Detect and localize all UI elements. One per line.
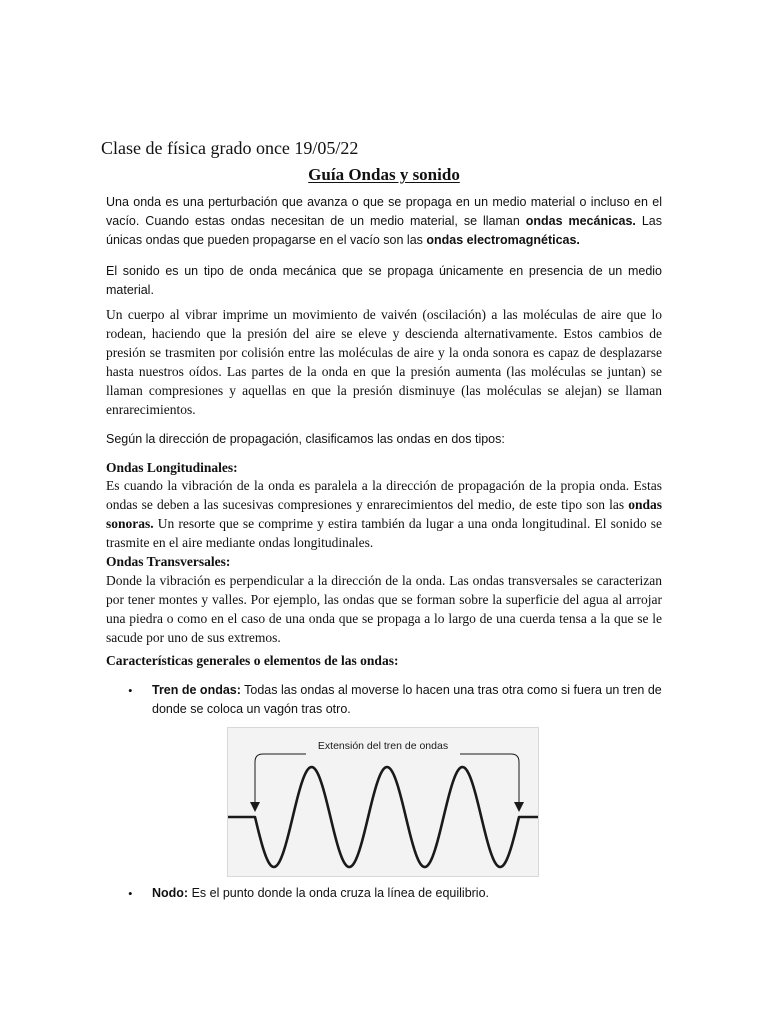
paragraph-vibration: Un cuerpo al vibrar imprime un movimiento de vaivén (oscilación) a las moléculas de aire que lo rodean, haciendo que la presión del aire se eleve y descienda alternativamente. Estos cambios de presión se trasmiten por colisión entre las moléculas de aire y la onda sonora es capaz de desplazarse hasta nuestros oídos. Las partes de la onda en que la presión aumenta (las moléculas se juntan) se llaman compresiones y aquellas en que la presión disminuye (las moléculas se alejan) se llaman enrarecimientos. xyxy=(106,307,662,417)
wave-line xyxy=(228,767,538,867)
bullet-nodo: • xyxy=(128,886,133,901)
intro-bold-electromagneticas: ondas electromagnéticas. xyxy=(426,233,580,247)
longitudinales-text-a: Es cuando la vibración de la onda es paralela a la dirección de propagación de la propia onda. Estas ondas se deben a las sucesivas compresiones y enrarecimientos del medio, de este tipo son las xyxy=(106,478,662,512)
heading-caracteristicas: Características generales o elementos de las ondas: xyxy=(106,653,399,668)
heading-longitudinales: Ondas Longitudinales: xyxy=(106,460,238,475)
paragraph-longitudinales xyxy=(106,476,662,552)
longitudinales-text-c: Un resorte que se comprime y estira también da lugar a una onda longitudinal. El sonido se trasmite en el aire mediante ondas longitudinales. xyxy=(106,516,662,550)
wave-train-diagram xyxy=(228,728,538,876)
paragraph-classification: Según la dirección de propagación, clasificamos las ondas en dos tipos: xyxy=(106,432,505,446)
paragraph-intro xyxy=(106,193,662,250)
term-nodo: Nodo: xyxy=(152,886,189,900)
longitudinales-bold-sonoras: ondas sonoras. xyxy=(106,497,662,531)
intro-bold-mecanicas: ondas mecánicas. xyxy=(525,214,636,228)
intro-text-c: Las únicas ondas que pueden propagarse en el vacío son las xyxy=(106,214,662,247)
term-tren-de-ondas: Tren de ondas: xyxy=(152,683,241,697)
wave-train-label: Extensión del tren de ondas xyxy=(317,740,449,752)
page-title-text: Guía Ondas y sonido xyxy=(308,165,460,184)
bullet-tren: • xyxy=(128,683,133,698)
class-date-line: Clase de física grado once 19/05/22 xyxy=(101,138,359,158)
list-item-tren-de-ondas xyxy=(152,681,662,719)
paragraph-sound: El sonido es un tipo de onda mecánica que se propaga únicamente en presencia de un medio material. xyxy=(106,264,662,297)
arrow-right-icon xyxy=(514,802,524,812)
list-item-nodo xyxy=(152,884,662,903)
heading-transversales: Ondas Transversales: xyxy=(106,554,231,569)
wave-train-figure xyxy=(227,727,539,877)
arrow-left-icon xyxy=(250,802,260,812)
desc-nodo: Es el punto donde la onda cruza la línea de equilibrio. xyxy=(188,886,490,900)
page-title xyxy=(0,164,768,186)
extension-bracket xyxy=(255,754,519,806)
intro-text-a: Una onda es una perturbación que avanza o que se propaga en un medio material o incluso en el vacío. Cuando estas ondas necesitan de un medio material, se llaman xyxy=(106,195,662,228)
paragraph-transversales: Donde la vibración es perpendicular a la dirección de la onda. Las ondas transversales se caracterizan por tener montes y valles. Por ejemplo, las ondas que se forman sobre la superficie del agua al arrojar una piedra o como en el caso de una onda que se propaga a lo largo de una cuerda tensa a la que se le sacude por uno de sus extremos. xyxy=(106,573,662,645)
desc-tren-de-ondas: Todas las ondas al moverse lo hacen una tras otra como si fuera un tren de donde se coloca un vagón tras otro. xyxy=(152,683,662,716)
